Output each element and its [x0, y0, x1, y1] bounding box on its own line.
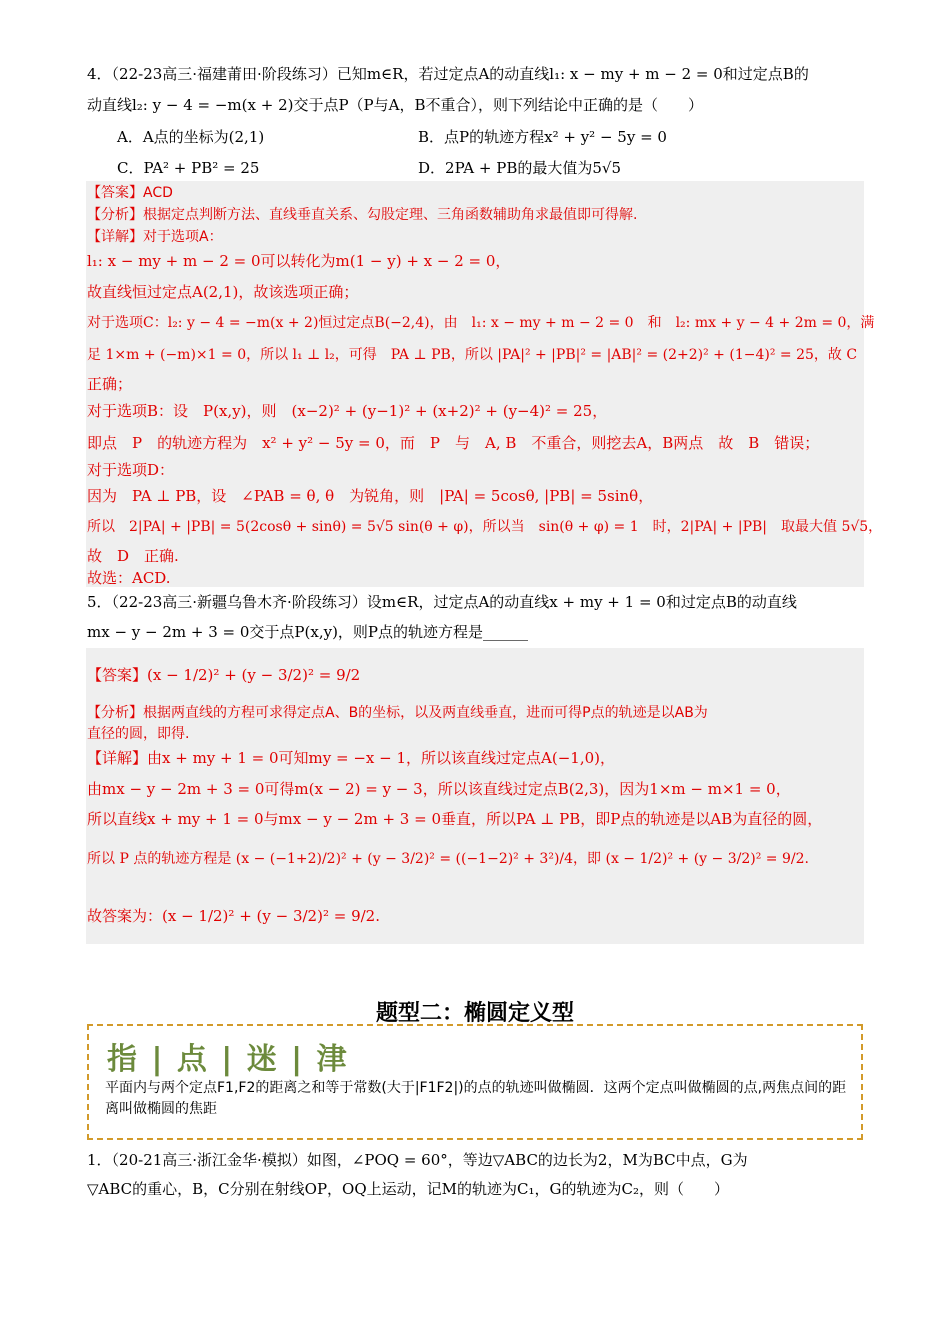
q5-detail-step: 所以 P 点的轨迹方程是 (x − (−1+2)/2)² + (y − 3/2)² = ((−1−2)² + 3²)/4，即 (x − 1/2)² + (y − 3/2)² = 9/2. — [87, 851, 809, 867]
q5-stem-line2: mx − y − 2m + 3 = 0交于点P(x,y)，则P点的轨迹方程是______ — [87, 623, 529, 641]
q5-detail-step: 所以直线x + my + 1 = 0与mx − y − 2m + 3 = 0垂直，所以PA ⊥ PB，即P点的轨迹是以AB为直径的圆， — [87, 810, 823, 828]
q4-detail-step: 所以 2|PA| + |PB| = 5(2cosθ + sinθ) = 5√5 sin(θ + φ)，所以当 sin(θ + φ) = 1 时，2|PA| + |PB| 取最大值 5√5， — [87, 519, 883, 535]
q4-answer: 【答案】ACD — [87, 185, 173, 201]
tip-text: 平面内与两个定点F1,F2的距离之和等于常数(大于|F1F2|)的点的轨迹叫做椭圆．这两个定点叫做椭圆的点,两焦点间的距离叫做椭圆的焦距 — [105, 1080, 847, 1117]
q4-detail-step: 故直线恒过定点A(2,1)，故该选项正确； — [87, 283, 359, 301]
q4-option-a: A．A点的坐标为(2,1) — [117, 128, 265, 146]
q4-stem-line2: 动直线l₂: y − 4 = −m(x + 2)交于点P（P与A，B不重合），则下列结论中正确的是（ ） — [87, 96, 704, 114]
q4-detail-step: 即点 P 的轨迹方程为 x² + y² − 5y = 0，而 P 与 A, B 不重合，则挖去A，B两点 故 B 错误； — [87, 434, 820, 452]
section-title: 题型二：椭圆定义型 — [375, 1001, 574, 1026]
q4-option-c: C．PA² + PB² = 25 — [117, 159, 260, 177]
q5-detail-step: 由mx − y − 2m + 3 = 0可得m(x − 2) = y − 3，所以该直线过定点B(2,3)，因为1×m − m×1 = 0， — [87, 780, 791, 798]
q4-analysis: 【分析】根据定点判断方法、直线垂直关系、勾股定理、三角函数辅助角求最值即可得解. — [87, 207, 638, 223]
q5-detail-step: 【详解】由x + my + 1 = 0可知my = −x − 1，所以该直线过定点A(−1,0)， — [87, 749, 615, 767]
q4-detail-step: 足 1×m + (−m)×1 = 0，所以 l₁ ⊥ l₂，可得 PA ⊥ PB，所以 |PA|² + |PB|² = |AB|² = (2+2)² + (1−4)² = 25，故 C — [87, 347, 858, 363]
q4-option-d: D．2PA + PB的最大值为5√5 — [418, 159, 621, 177]
q4-detail-step: 对于选项B：设 P(x,y)，则 (x−2)² + (y−1)² + (x+2)² + (y−4)² = 25， — [87, 402, 608, 420]
tip-box — [87, 1024, 863, 1140]
q5-answer: 【答案】(x − 1/2)² + (y − 3/2)² = 9/2 — [87, 666, 361, 684]
q4-detail-step: 对于选项C：l₂: y − 4 = −m(x + 2)恒过定点B(−2,4)，由 l₁: x − my + m − 2 = 0 和 l₂: mx + y − 4 + 2m = 0，满 — [87, 315, 875, 331]
q5-analysis-line2: 直径的圆，即得. — [87, 726, 190, 742]
q4-detail-step: 故选：ACD. — [87, 569, 171, 587]
q4-detail-heading: 【详解】对于选项A： — [87, 229, 223, 245]
q5-analysis-line1: 【分析】根据两直线的方程可求得定点A、B的坐标，以及两直线垂直，进而可得P点的轨迹是以AB为 — [87, 705, 708, 721]
q1-stem-line1: 1．（20-21高三·浙江金华·模拟）如图，∠POQ = 60°，等边▽ABC的边长为2，M为BC中点，G为 — [87, 1151, 748, 1169]
q4-option-b: B．点P的轨迹方程x² + y² − 5y = 0 — [418, 128, 667, 146]
q1-stem-line2: ▽ABC的重心，B，C分别在射线OP，OQ上运动，记M的轨迹为C₁，G的轨迹为C₂，则（ ） — [87, 1180, 729, 1198]
q4-detail-step: 故 D 正确. — [87, 547, 179, 565]
q4-detail-step: 因为 PA ⊥ PB，设 ∠PAB = θ, θ 为锐角，则 |PA| = 5cosθ, |PB| = 5sinθ， — [87, 487, 654, 505]
q5-final-answer: 故答案为：(x − 1/2)² + (y − 3/2)² = 9/2. — [87, 907, 380, 925]
q4-detail-step: 对于选项D： — [87, 461, 175, 479]
q4-detail-step: l₁: x − my + m − 2 = 0可以转化为m(1 − y) + x − 2 = 0， — [87, 252, 511, 270]
q4-detail-step: 正确； — [87, 375, 133, 393]
q4-stem-line1: 4．（22-23高三·福建莆田·阶段练习）已知m∈R，若过定点A的动直线l₁: x − my + m − 2 = 0和过定点B的 — [87, 65, 809, 83]
tip-heading: 指 | 点 | 迷 | 津 — [107, 1042, 349, 1077]
q5-stem-line1: 5．（22-23高三·新疆乌鲁木齐·阶段练习）设m∈R，过定点A的动直线x + my + 1 = 0和过定点B的动直线 — [87, 593, 797, 611]
